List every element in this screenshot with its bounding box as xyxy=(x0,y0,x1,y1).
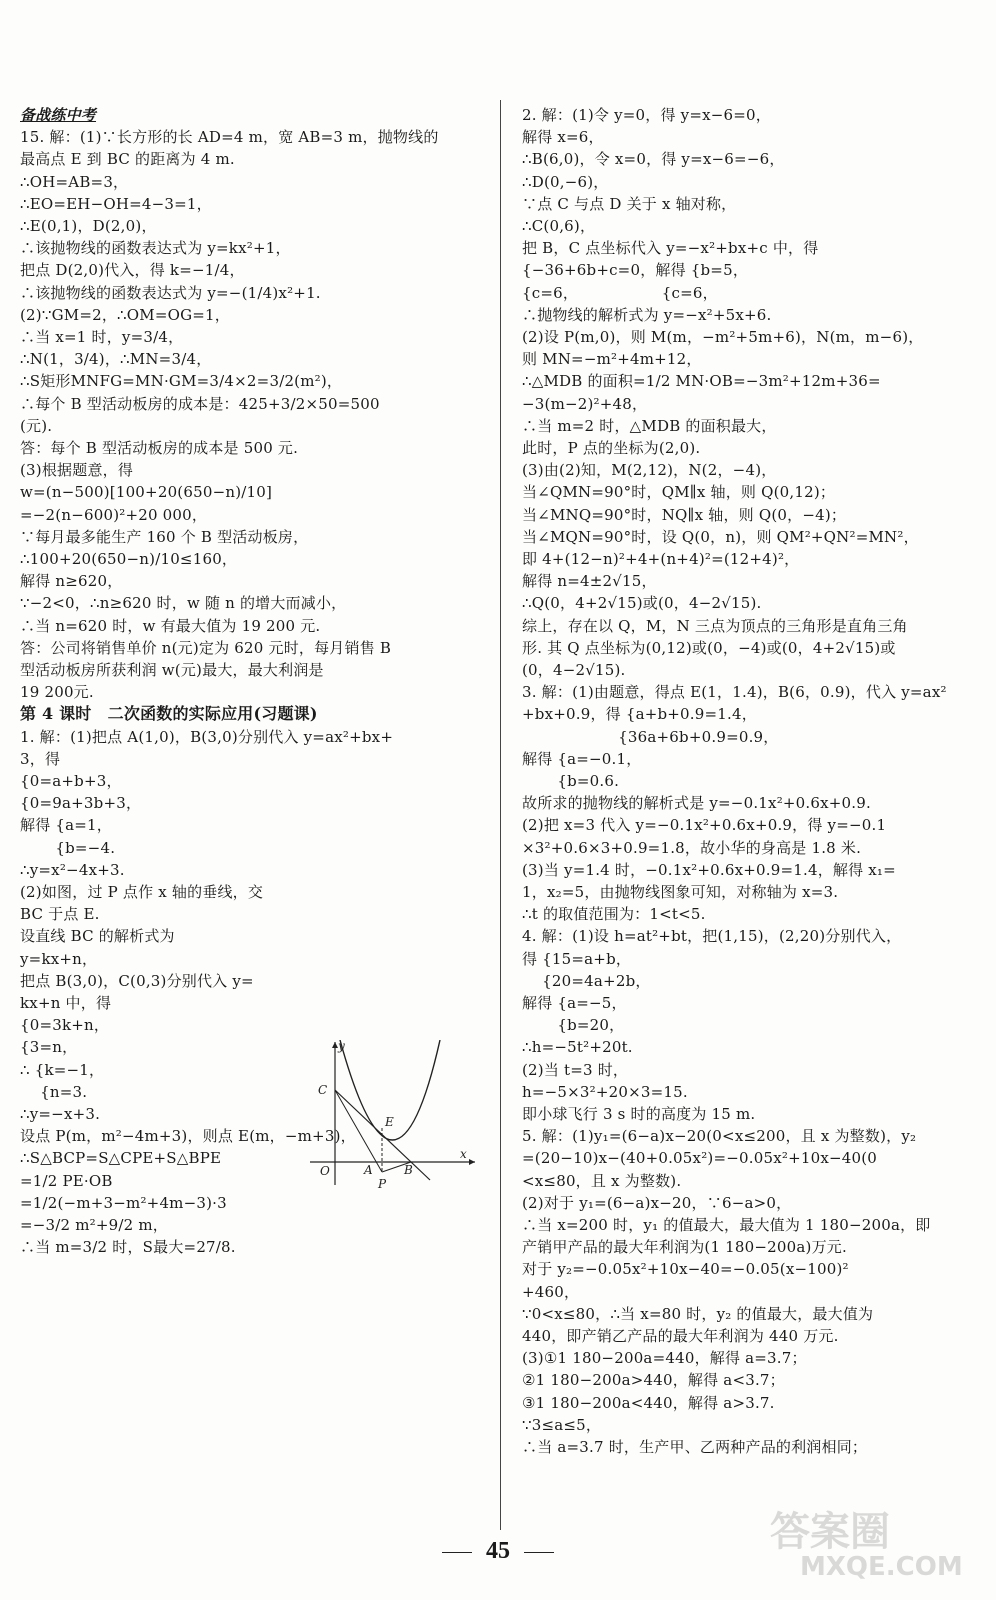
text-line: 设直线 BC 的解析式为 xyxy=(20,927,175,946)
text-line: {20=4a+2b， xyxy=(522,971,651,990)
text-line: ∴EO=EH−OH=4−3=1， xyxy=(20,194,212,213)
text-line: 19 200元. xyxy=(20,683,94,702)
text-line: ∴D(0,−6)， xyxy=(522,172,609,191)
text-line: {3=n， xyxy=(20,1038,78,1057)
text-line: ∴该抛物线的函数表达式为 y=kx²+1， xyxy=(20,239,291,258)
text-line: {b=−4. xyxy=(20,838,116,857)
text-line: 当∠QMN=90°时，QM∥x 轴，则 Q(0,12)； xyxy=(522,483,836,502)
text-line: {36a+6b+0.9=0.9， xyxy=(522,727,779,746)
text-line: ∴△MDB 的面积=1/2 MN·OB=−3m²+12m+36= xyxy=(522,372,881,391)
watermark-logo: 答案圈 xyxy=(770,1509,890,1555)
text-line: ∵−2<0，∴n≥620 时，w 随 n 的增大而减小， xyxy=(20,594,347,613)
label-x: x xyxy=(460,1147,467,1161)
label-p: P xyxy=(378,1177,387,1190)
text-line: 产销甲产品的最大年利润为(1 180−200a)万元. xyxy=(522,1238,847,1257)
text-line: 形. 其 Q 点坐标为(0,12)或(0，−4)或(0，4+2√15)或 xyxy=(522,638,896,657)
text-line: {0=9a+3b+3， xyxy=(20,794,142,813)
column-divider xyxy=(500,100,501,1530)
text-line: 答：公司将销售单价 n(元)定为 620 元时，每月销售 B xyxy=(20,638,392,657)
text-line: {b=20， xyxy=(522,1016,625,1035)
text-line: ∴当 a=3.7 时，生产甲、乙两种产品的利润相同； xyxy=(522,1438,868,1456)
label-b: B xyxy=(404,1163,413,1177)
text-line: ∴该抛物线的函数表达式为 y=−(1/4)x²+1. xyxy=(20,283,321,302)
text-line: −3(m−2)²+48， xyxy=(522,394,648,413)
page-number: 45 xyxy=(0,1538,996,1565)
text-line: ∵3≤a≤5， xyxy=(522,1415,602,1434)
text-line: (3)由(2)知，M(2,12)，N(2，−4)， xyxy=(522,461,777,480)
text-line: ②1 180−200a>440，解得 a<3.7； xyxy=(522,1371,785,1390)
text-line: ∴B(6,0)，令 x=0，得 y=x−6=−6， xyxy=(522,150,785,169)
text-line: 此时，P 点的坐标为(2,0). xyxy=(522,439,701,457)
text-line: 对于 y₂=−0.05x²+10x−40=−0.05(x−100)² xyxy=(522,1260,849,1279)
text-line: +bx+0.9，得 {a+b+0.9=1.4， xyxy=(522,705,757,724)
text-line: ∴100+20(650−n)/10≤160， xyxy=(20,550,238,568)
text-line: 4. 解：(1)设 h=at²+bt，把(1,15)，(2,20)分别代入， xyxy=(522,927,902,946)
text-line: 即小球飞行 3 s 时的高度为 15 m. xyxy=(522,1105,756,1123)
text-line: 解得 x=6， xyxy=(522,128,604,147)
text-line: ∵点 C 与点 D 关于 x 轴对称， xyxy=(522,194,737,213)
text-line: (2)如图，过 P 点作 x 轴的垂线，交 xyxy=(20,883,264,901)
text-line: =−3/2 m²+9/2 m， xyxy=(20,1216,168,1234)
text-line: 综上，存在以 Q，M，N 三点为顶点的三角形是直角三角 xyxy=(522,616,908,635)
text-line: 解得 {a=−5， xyxy=(522,994,627,1012)
text-line: 当∠MQN=90°时，设 Q(0，n)，则 QM²+QN²=MN²， xyxy=(522,527,919,546)
text-line: =(20−10)x−(40+0.05x²)=−0.05x²+10x−40(0 xyxy=(522,1149,878,1168)
text-line: 3，得 xyxy=(20,749,61,768)
text-line: =1/2(−m+3−m²+4m−3)·3 xyxy=(20,1193,227,1212)
text-line: <x≤80，且 x 为整数). xyxy=(522,1171,682,1190)
text-line: 型活动板房所获利润 w(元)最大，最大利润是 xyxy=(20,661,324,679)
text-line: (2)把 x=3 代入 y=−0.1x²+0.6x+0.9，得 y=−0.1 xyxy=(522,816,887,835)
text-line: (2)∵GM=2，∴OM=OG=1， xyxy=(20,305,231,324)
text-line: 440，即产销乙产品的最大年利润为 440 万元. xyxy=(522,1327,839,1345)
text-line: {0=a+b+3， xyxy=(20,772,122,790)
text-line: ∴当 n=620 时，w 有最大值为 19 200 元. xyxy=(20,616,321,635)
label-a: A xyxy=(364,1163,373,1177)
text-line: 5. 解：(1)y₁=(6−a)x−20(0<x≤200，且 x 为整数)，y₂ xyxy=(522,1127,917,1146)
text-line: 得 {15=a+b， xyxy=(522,949,632,968)
text-line: +460， xyxy=(522,1282,580,1301)
text-line: 把点 D(2,0)代入，得 k=−1/4， xyxy=(20,261,245,280)
line-cp xyxy=(335,1090,382,1172)
text-line: 把 B，C 点坐标代入 y=−x²+bx+c 中，得 xyxy=(522,239,819,258)
text-line: {n=3. xyxy=(20,1082,88,1101)
text-line: kx+n 中，得 xyxy=(20,994,112,1012)
text-line: =1/2 PE·OB xyxy=(20,1171,113,1190)
text-line: ∵每月最多能生产 160 个 B 型活动板房， xyxy=(20,527,309,546)
text-line: 故所求的抛物线的解析式是 y=−0.1x²+0.6x+0.9. xyxy=(522,794,871,813)
text-line: h=−5×3²+20×3=15. xyxy=(522,1082,688,1101)
text-line: w=(n−500)[100+20(650−n)/10] xyxy=(20,483,273,502)
text-line: (0，4−2√15). xyxy=(522,661,626,679)
text-line: (3)根据题意，得 xyxy=(20,461,134,480)
text-line: y=kx+n， xyxy=(20,949,98,968)
text-line: {0=3k+n， xyxy=(20,1016,110,1035)
text-line: {c=6， {c=6， xyxy=(522,283,718,302)
text-line: 解得 {a=1， xyxy=(20,816,112,835)
parabola-graph xyxy=(300,1040,480,1190)
text-line: 备战练中考 xyxy=(20,106,97,124)
text-line: 当∠MNQ=90°时，NQ∥x 轴，则 Q(0，−4)； xyxy=(522,505,847,524)
text-line: ∴h=−5t²+20t. xyxy=(522,1038,633,1057)
text-line: ∴Q(0，4+2√15)或(0，4−2√15). xyxy=(522,594,762,613)
text-line: BC 于点 E. xyxy=(20,905,100,924)
label-y: y xyxy=(338,1040,345,1053)
text-line: ∴E(0,1)，D(2,0)， xyxy=(20,217,157,235)
text-line: 15. 解：(1)∵长方形的长 AD=4 m，宽 AB=3 m，抛物线的 xyxy=(20,128,439,147)
label-o: O xyxy=(320,1164,330,1178)
label-e: E xyxy=(385,1115,394,1129)
text-line: ∴抛物线的解析式为 y=−x²+5x+6. xyxy=(522,305,772,324)
text-line: 把点 B(3,0)，C(0,3)分别代入 y= xyxy=(20,971,254,990)
text-line: 最高点 E 到 BC 的距离为 4 m. xyxy=(20,150,235,169)
text-line: ∴S△BCP=S△CPE+S△BPE xyxy=(20,1149,222,1168)
text-line: 即 4+(12−n)²+4+(n+4)²=(12+4)²， xyxy=(522,550,800,568)
text-line: 答：每个 B 型活动板房的成本是 500 元. xyxy=(20,439,299,457)
text-line: ∴当 m=3/2 时，S最大=27/8. xyxy=(20,1238,236,1257)
text-line: ③1 180−200a<440，解得 a>3.7. xyxy=(522,1393,775,1412)
text-line: 设点 P(m，m²−4m+3)，则点 E(m，−m+3)， xyxy=(20,1127,356,1146)
text-line: ∴当 m=2 时，△MDB 的面积最大， xyxy=(522,416,777,435)
text-line: (2)当 t=3 时， xyxy=(522,1060,629,1079)
label-c: C xyxy=(318,1083,328,1097)
text-line: (3)①1 180−200a=440，解得 a=3.7； xyxy=(522,1349,807,1368)
text-line: ∴每个 B 型活动板房的成本是：425+3/2×50=500 xyxy=(20,394,380,413)
text-line: 解得 n=4±2√15， xyxy=(522,572,657,591)
text-line: ∴S矩形MNFG=MN·GM=3/4×2=3/2(m²)， xyxy=(20,372,343,391)
text-line: 1，x₂=5，由抛物线图象可知，对称轴为 x=3. xyxy=(522,883,839,901)
text-line: {−36+6b+c=0，解得 {b=5， xyxy=(522,261,749,280)
watermark-url: MXQE.COM xyxy=(800,1552,963,1582)
text-line: (元). xyxy=(20,416,53,435)
text-line: 3. 解：(1)由题意，得点 E(1，1.4)，B(6，0.9)，代入 y=ax² xyxy=(522,683,947,702)
text-line: ∴N(1，3/4)，∴MN=3/4， xyxy=(20,350,212,369)
text-line: ∴当 x=200 时，y₁ 的值最大，最大值为 1 180−200a，即 xyxy=(522,1216,931,1234)
text-line: 解得 n≥620， xyxy=(20,572,123,591)
text-line: 2. 解：(1)令 y=0，得 y=x−6=0， xyxy=(522,106,771,124)
text-line: =−2(n−600)²+20 000， xyxy=(20,505,208,524)
text-line: ∴C(0,6)， xyxy=(522,217,596,235)
text-line: (2)对于 y₁=(6−a)x−20，∵6−a>0， xyxy=(522,1193,792,1212)
text-line: 第 4 课时 二次函数的实际应用(习题课) xyxy=(20,704,318,724)
text-line: ∴当 x=1 时，y=3/4， xyxy=(20,328,184,346)
text-line: 解得 {a=−0.1， xyxy=(522,749,642,768)
text-line: {b=0.6. xyxy=(522,772,620,790)
text-line: ×3²+0.6×3+0.9=1.8，故小华的身高是 1.8 米. xyxy=(522,838,862,857)
text-line: ∴t 的取值范围为：1<t<5. xyxy=(522,905,706,924)
text-line: ∴y=x²−4x+3. xyxy=(20,860,125,879)
text-line: 1. 解：(1)把点 A(1,0)，B(3,0)分别代入 y=ax²+bx+ xyxy=(20,727,394,746)
text-line: 则 MN=−m²+4m+12， xyxy=(522,350,702,369)
text-line: (3)当 y=1.4 时，−0.1x²+0.6x+0.9=1.4，解得 x₁= xyxy=(522,860,896,879)
text-line: ∵0<x≤80，∴当 x=80 时，y₂ 的值最大，最大值为 xyxy=(522,1304,874,1323)
parabola-figure xyxy=(300,1040,480,1190)
text-line: ∴OH=AB=3， xyxy=(20,172,129,191)
text-line: ∴ {k=−1， xyxy=(20,1060,105,1079)
text-line: ∴y=−x+3. xyxy=(20,1105,101,1123)
text-line: (2)设 P(m,0)，则 M(m，−m²+5m+6)，N(m，m−6)， xyxy=(522,328,924,346)
